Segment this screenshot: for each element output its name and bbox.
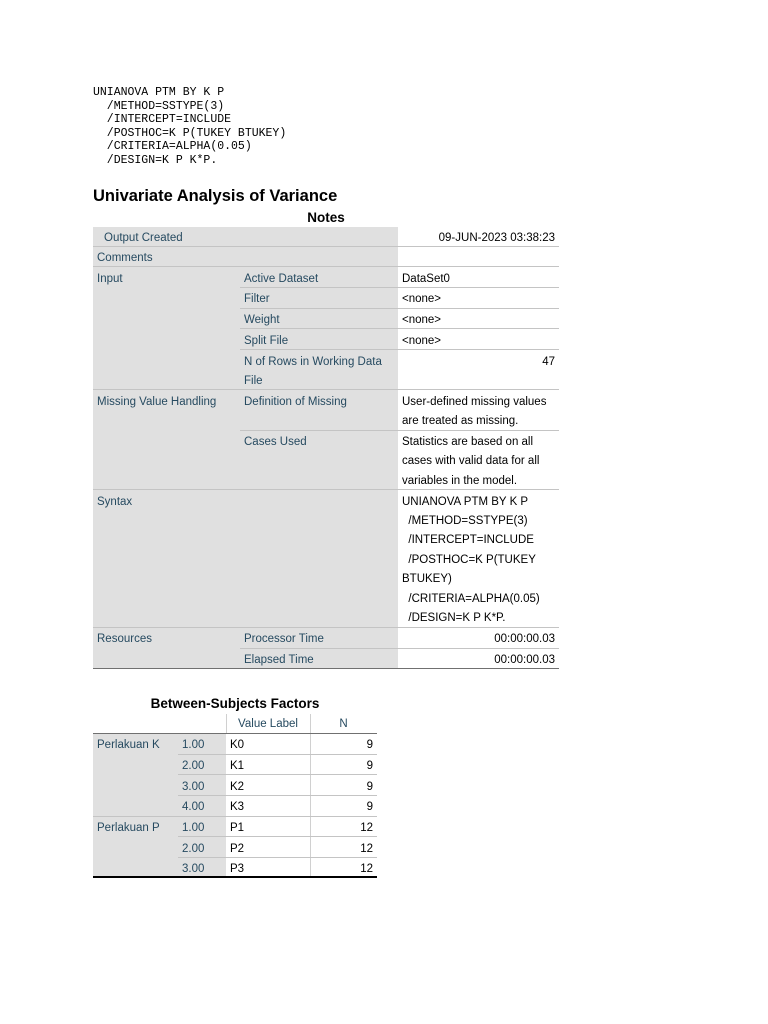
- output-created-label: Output Created: [104, 232, 183, 244]
- active-dataset-label: Active Dataset: [244, 273, 319, 285]
- level-value: 2.00: [182, 760, 205, 772]
- level-n: 9: [366, 801, 373, 813]
- filter-value: <none>: [402, 293, 442, 305]
- syntax-line: /CRITERIA=ALPHA(0.05): [93, 140, 252, 154]
- definition-of-missing-label: Definition of Missing: [244, 396, 347, 408]
- syntax-line: UNIANOVA PTM BY K P: [93, 86, 225, 99]
- filter-label: Filter: [244, 293, 270, 305]
- bsf-table-title: Between-Subjects Factors: [150, 696, 320, 711]
- syntax-line: /INTERCEPT=INCLUDE: [93, 113, 232, 127]
- syntax-line: /METHOD=SSTYPE(3): [93, 99, 225, 113]
- cases-used-value-line3: variables in the model.: [402, 475, 518, 487]
- syntax-value-line: /INTERCEPT=INCLUDE: [402, 534, 534, 546]
- syntax-value-line: /CRITERIA=ALPHA(0.05): [402, 593, 540, 605]
- processor-time-label: Processor Time: [244, 633, 324, 645]
- syntax-block: [93, 86, 286, 168]
- syntax-value-line: BTUKEY): [402, 573, 452, 585]
- factor-label-k: Perlakuan K: [97, 739, 160, 751]
- bsf-col-n: N: [339, 718, 348, 730]
- n-rows-label-line1: N of Rows in Working Data: [244, 356, 382, 368]
- missing-value-handling-label: Missing Value Handling: [97, 396, 217, 408]
- level-value: 3.00: [182, 781, 205, 793]
- level-n: 12: [360, 843, 373, 855]
- bsf-col-value-label: Value Label: [238, 718, 298, 730]
- cases-used-value-line1: Statistics are based on all: [402, 436, 534, 448]
- resources-label: Resources: [97, 633, 152, 645]
- syntax-line: /POSTHOC=K P(TUKEY BTUKEY): [93, 126, 287, 140]
- level-value: 4.00: [182, 801, 205, 813]
- level-n: 12: [360, 822, 373, 834]
- cases-used-value-line2: cases with valid data for all: [402, 455, 540, 467]
- syntax-value-line: UNIANOVA PTM BY K P: [402, 496, 529, 508]
- level-label: K0: [230, 739, 245, 751]
- level-label: P3: [230, 863, 245, 875]
- level-value: 1.00: [182, 822, 205, 834]
- level-value: 1.00: [182, 739, 205, 751]
- level-n: 9: [366, 781, 373, 793]
- section-heading: Univariate Analysis of Variance: [93, 187, 338, 205]
- level-value: 2.00: [182, 843, 205, 855]
- syntax-value-line: /DESIGN=K P K*P.: [402, 612, 506, 624]
- syntax-line: /DESIGN=K P K*P.: [93, 153, 218, 167]
- definition-value-line2: are treated as missing.: [402, 415, 519, 427]
- output-created-value: 09-JUN-2023 03:38:23: [438, 232, 555, 244]
- syntax-value-line: /METHOD=SSTYPE(3): [402, 515, 528, 527]
- level-label: P2: [230, 843, 245, 855]
- input-label: Input: [97, 273, 123, 285]
- weight-value: <none>: [402, 314, 442, 326]
- syntax-label: Syntax: [97, 496, 133, 508]
- definition-value-line1: User-defined missing values: [402, 396, 547, 408]
- comments-label: Comments: [97, 252, 153, 264]
- level-label: K1: [230, 760, 245, 772]
- elapsed-time-label: Elapsed Time: [244, 654, 314, 666]
- level-label: K2: [230, 781, 245, 793]
- n-rows-value: 47: [542, 356, 555, 368]
- elapsed-time-value: 00:00:00.03: [494, 654, 555, 666]
- level-value: 3.00: [182, 863, 205, 875]
- level-n: 9: [366, 760, 373, 772]
- level-label: K3: [230, 801, 245, 813]
- notes-table-title: Notes: [307, 210, 345, 225]
- split-file-value: <none>: [402, 335, 442, 347]
- n-rows-label-line2: File: [244, 375, 263, 387]
- factor-label-p: Perlakuan P: [97, 822, 160, 834]
- level-label: P1: [230, 822, 245, 834]
- active-dataset-value: DataSet0: [402, 273, 450, 285]
- level-n: 12: [360, 863, 373, 875]
- level-n: 9: [366, 739, 373, 751]
- split-file-label: Split File: [244, 335, 289, 347]
- weight-label: Weight: [244, 314, 280, 326]
- syntax-value-line: /POSTHOC=K P(TUKEY: [402, 554, 536, 566]
- processor-time-value: 00:00:00.03: [494, 633, 555, 645]
- header-border: [93, 733, 377, 734]
- cases-used-label: Cases Used: [244, 436, 307, 448]
